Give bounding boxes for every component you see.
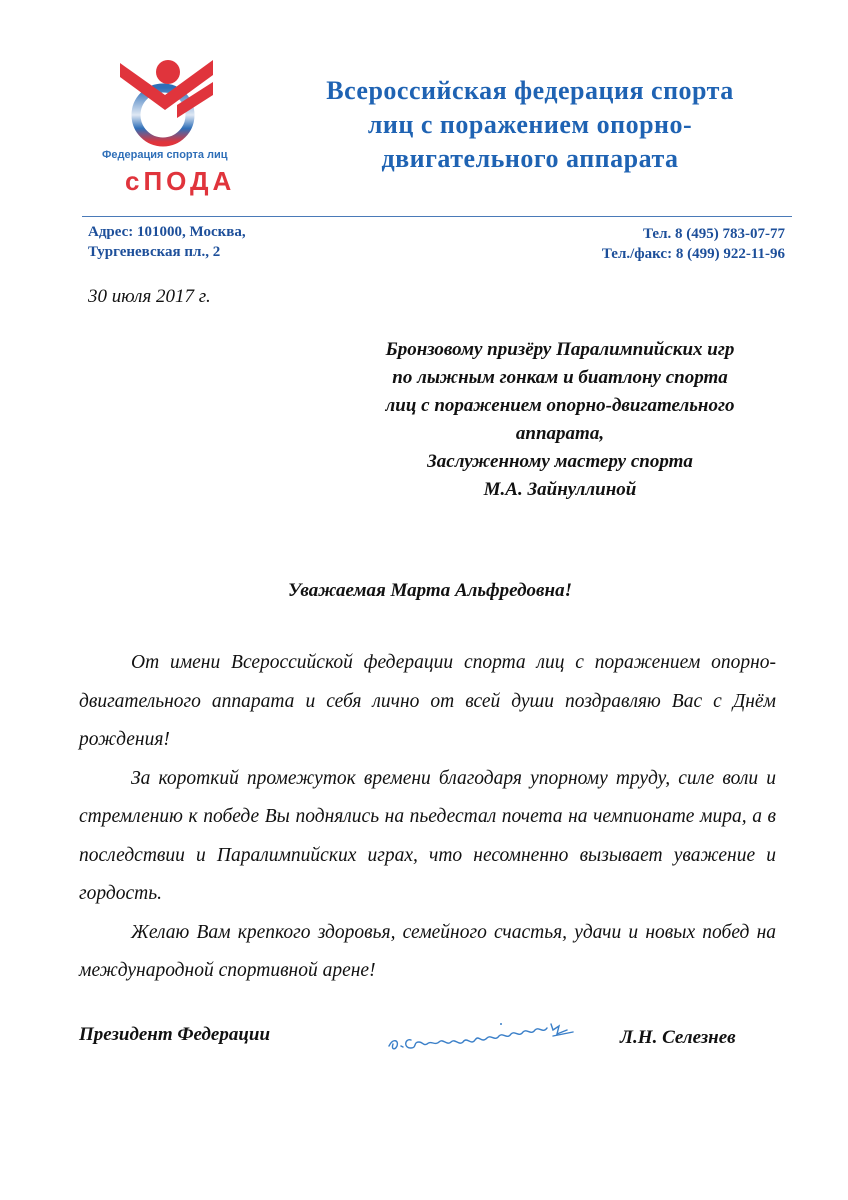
logo-emblem-icon: [105, 55, 255, 155]
recipient-name: М.А. Зайнуллиной: [483, 479, 637, 500]
phone-block: [602, 224, 785, 264]
fax-line: Тел./факс: 8 (499) 922-11-96: [601, 246, 785, 262]
recipient-line: аппарата,: [515, 423, 605, 444]
organization-title-line: Всероссийская федерация спорта: [326, 76, 734, 105]
signature-icon: [383, 1016, 583, 1060]
logo-caption: Федерация спорта лиц: [102, 149, 228, 161]
recipient-line: Бронзовому призёру Паралимпийских игр: [385, 339, 735, 360]
signatory-name: Л.Н. Селезнев: [620, 1027, 736, 1048]
body-paragraph: За короткий промежуток времени благодаря упорному труду, силе воли и стремлению к победе Вы поднялись на пьедестал почета на чемпионате мира, а в последствии и Паралимпийских играх, что несомненно вызывает уважение и гордость.: [79, 767, 776, 904]
address-line: Адрес: 101000, Москва,: [88, 224, 246, 240]
handwritten-signature: [383, 1016, 583, 1060]
recipient-line: Заслуженному мастеру спорта: [427, 451, 693, 472]
phone-line: Тел. 8 (495) 783-07-77: [643, 226, 785, 242]
recipient-line: лиц с поражением опорно-двигательного: [385, 395, 735, 416]
letterhead-divider: [82, 216, 792, 217]
letter-date: 30 июля 2017 г.: [88, 286, 211, 307]
organization-title-line: лиц с поражением опорно-: [367, 110, 693, 139]
body-paragraph: От имени Всероссийской федерации спорта лиц с поражением опорно-двигательного аппарата и себя лично от всей души поздравляю Вас с Днём рождения!: [79, 652, 776, 750]
address-line: Тургеневская пл., 2: [88, 244, 221, 260]
salutation: Уважаемая Марта Альфредовна!: [288, 580, 572, 601]
signatory-title: Президент Федерации: [79, 1024, 271, 1045]
letter-body: [79, 644, 776, 991]
recipient-block: [330, 336, 790, 504]
body-paragraph: Желаю Вам крепкого здоровья, семейного счастья, удачи и новых побед на международной спортивной арене!: [79, 921, 776, 981]
logo-brand: сПОДА: [125, 166, 236, 196]
address-block: [88, 222, 246, 262]
organization-title: [270, 74, 790, 176]
recipient-line: по лыжным гонкам и биатлону спорта: [392, 367, 728, 388]
organization-title-line: двигательного аппарата: [381, 144, 679, 173]
